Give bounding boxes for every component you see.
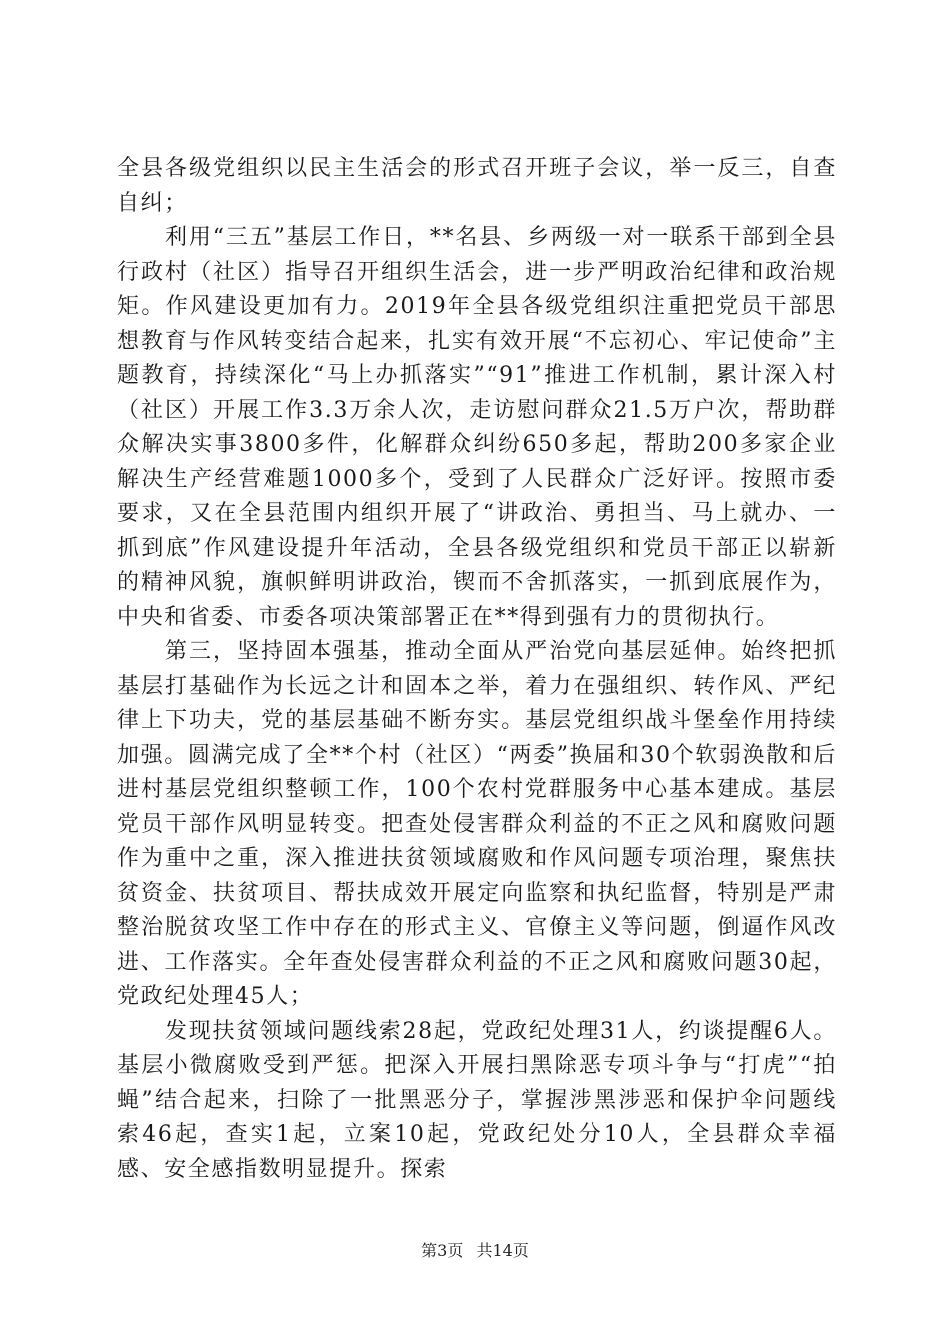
page-number: 第3页 xyxy=(421,1241,464,1260)
document-body xyxy=(117,152,837,1187)
paragraph-1: 全县各级党组织以民主生活会的形式召开班子会议，举一反三，自查自纠； xyxy=(117,156,837,216)
paragraph-4: 发现扶贫领域问题线索28起，党政纪处理31人，约谈提醒6人。基层小微腐败受到严惩。把深入开展扫黑除恶专项斗争与“打虎”“拍蝇”结合起来，扫除了一批黑恶分子，掌握涉黑涉恶和保护伞问题线索46起，查实1起，立案10起，党政纪处分10人，全县群众幸福感、安全感指数明显提升。探索 xyxy=(117,1018,837,1182)
paragraph-2: 利用“三五”基层工作日，**名县、乡两级一对一联系干部到全县行政村（社区）指导召开组织生活会，进一步严明政治纪律和政治规矩。作风建设更加有力。2019年全县各级党组织注重把党员干部思想教育与作风转变结合起来，扎实有效开展“不忘初心、牢记使命”主题教育，持续深化“马上办抓落实”“91”推进工作机制，累计深入村（社区）开展工作3.3万余人次，走访慰问群众21.5万户次，帮助群众解决实事3800多件，化解群众纠纷650多起，帮助200多家企业解决生产经营难题1000多个，受到了人民群众广泛好评。按照市委要求，又在全县范围内组织开展了“讲政治、勇担当、马上就办、一抓到底”作风建设提升年活动，全县各级党组织和党员干部正以崭新的精神风貌，旗帜鲜明讲政治，锲而不舍抓落实，一抓到底展作为，中央和省委、市委各项决策部署正在**得到强有力的贯彻执行。 xyxy=(117,225,837,630)
paragraph-3: 第三，坚持固本强基，推动全面从严治党向基层延伸。始终把抓基层打基础作为长远之计和固本之举，着力在强组织、转作风、严纪律上下功夫，党的基层基础不断夯实。基层党组织战斗堡垒作用持续加强。圆满完成了全**个村（社区）“两委”换届和30个软弱涣散和后进村基层党组织整顿工作，100个农村党群服务中心基本建成。基层党员干部作风明显转变。把查处侵害群众利益的不正之风和腐败问题作为重中之重，深入推进扶贫领域腐败和作风问题专项治理，聚焦扶贫资金、扶贫项目、帮扶成效开展定向监察和执纪监督，特别是严肃整治脱贫攻坚工作中存在的形式主义、官僚主义等问题，倒逼作风改进、工作落实。全年查处侵害群众利益的不正之风和腐败问题30起，党政纪处理45人； xyxy=(117,639,837,1009)
page-footer xyxy=(0,1241,950,1261)
page-total: 共14页 xyxy=(476,1241,529,1260)
